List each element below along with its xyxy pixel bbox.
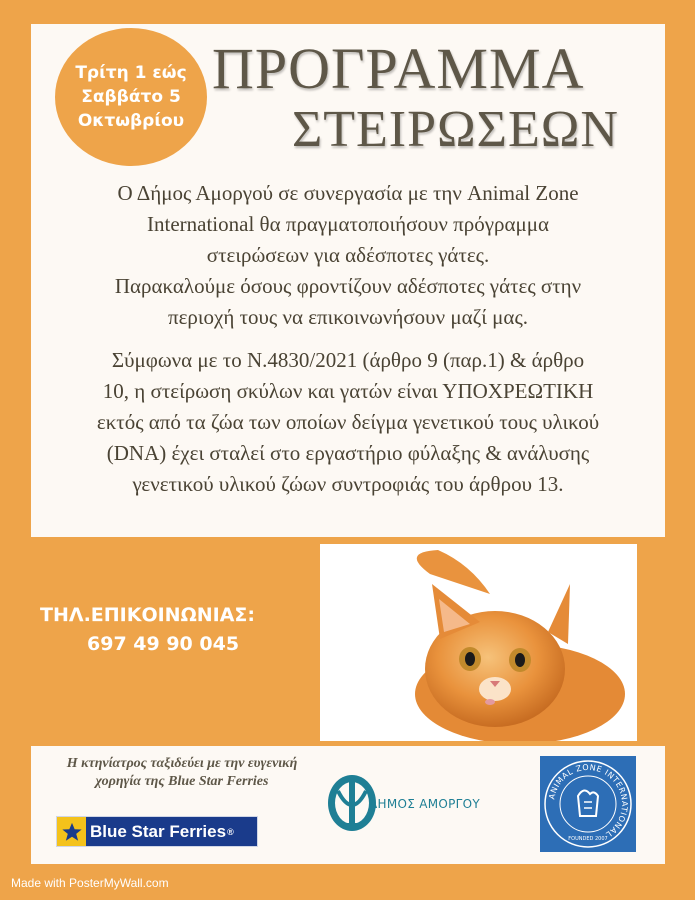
date-badge <box>55 28 207 166</box>
bsf-logo-mark: ® <box>227 826 234 837</box>
intro-line: στειρώσεων για αδέσποτες γάτες. <box>206 243 490 267</box>
azi-ring-text: ANIMAL ZONE INTERNATIONAL <box>547 762 630 840</box>
intro-paragraph <box>45 178 651 333</box>
intro-line: Παρακαλούμε όσους φροντίζουν αδέσποτες γάτες στην <box>114 274 582 298</box>
page-title-line-1: ΠΡΟΓΡΑΜΜΑ <box>212 36 585 101</box>
bsf-logo-name: Blue Star Ferries <box>90 821 227 841</box>
badge-line-3: Οκτωβρίου <box>77 111 185 131</box>
contact-block <box>40 601 255 659</box>
law-line: γενετικού υλικού ζώων συντροφιάς του άρθρου 13. <box>132 472 564 496</box>
contact-label: ΤΗΛ.ΕΠΙΚΟΙΝΩΝΙΑΣ: <box>40 604 255 626</box>
cat-photo <box>320 544 637 741</box>
animal-zone-international-logo <box>540 756 636 852</box>
bsf-logo-text <box>86 817 257 846</box>
law-line: (DNA) έχει σταλεί στο εργαστήριο φύλαξης & ανάλυσης <box>106 441 590 465</box>
law-line: Σύμφωνα με το Ν.4830/2021 (άρθρο 9 (παρ.1) & άρθρο <box>111 348 585 372</box>
law-line: 10, η στείρωση σκύλων και γατών είναι ΥΠΟΧΡΕΩΤΙΚΗ <box>102 379 594 403</box>
intro-line: International θα πραγματοποιήσουν πρόγραμμα <box>147 212 549 236</box>
amorgos-logo-text: ΔΗΜΟΣ ΑΜΟΡΓΟΥ <box>369 797 481 811</box>
star-icon <box>57 817 86 846</box>
footer-credit[interactable]: Made with PosterMyWall.com <box>11 876 169 890</box>
hand-logo-icon <box>578 790 598 816</box>
blue-star-ferries-logo <box>56 816 258 847</box>
contact-phone: 697 49 90 045 <box>87 633 240 655</box>
law-line: εκτός από τα ζώα των οποίων δείγμα γενετικού τους υλικού <box>96 410 600 434</box>
badge-line-2: Σαββάτο 5 <box>81 87 181 107</box>
cat-illustration <box>320 544 637 741</box>
page-title-line-2: ΣΤΕΙΡΩΣΕΩΝ <box>292 101 619 158</box>
badge-line-1: Τρίτη 1 εώς <box>75 63 187 83</box>
sponsor-text: Η κτηνίατρος ταξιδεύει με την ευγενική χορηγία της Blue Star Ferries <box>66 756 298 789</box>
intro-line: περιοχή τους να επικοινωνήσουν μαζί μας. <box>167 305 529 329</box>
intro-line: Ο Δήμος Αμοργού σε συνεργασία με την Animal Zone <box>117 181 579 205</box>
azi-founded: FOUNDED 2007 <box>568 836 608 842</box>
law-paragraph <box>45 345 651 500</box>
